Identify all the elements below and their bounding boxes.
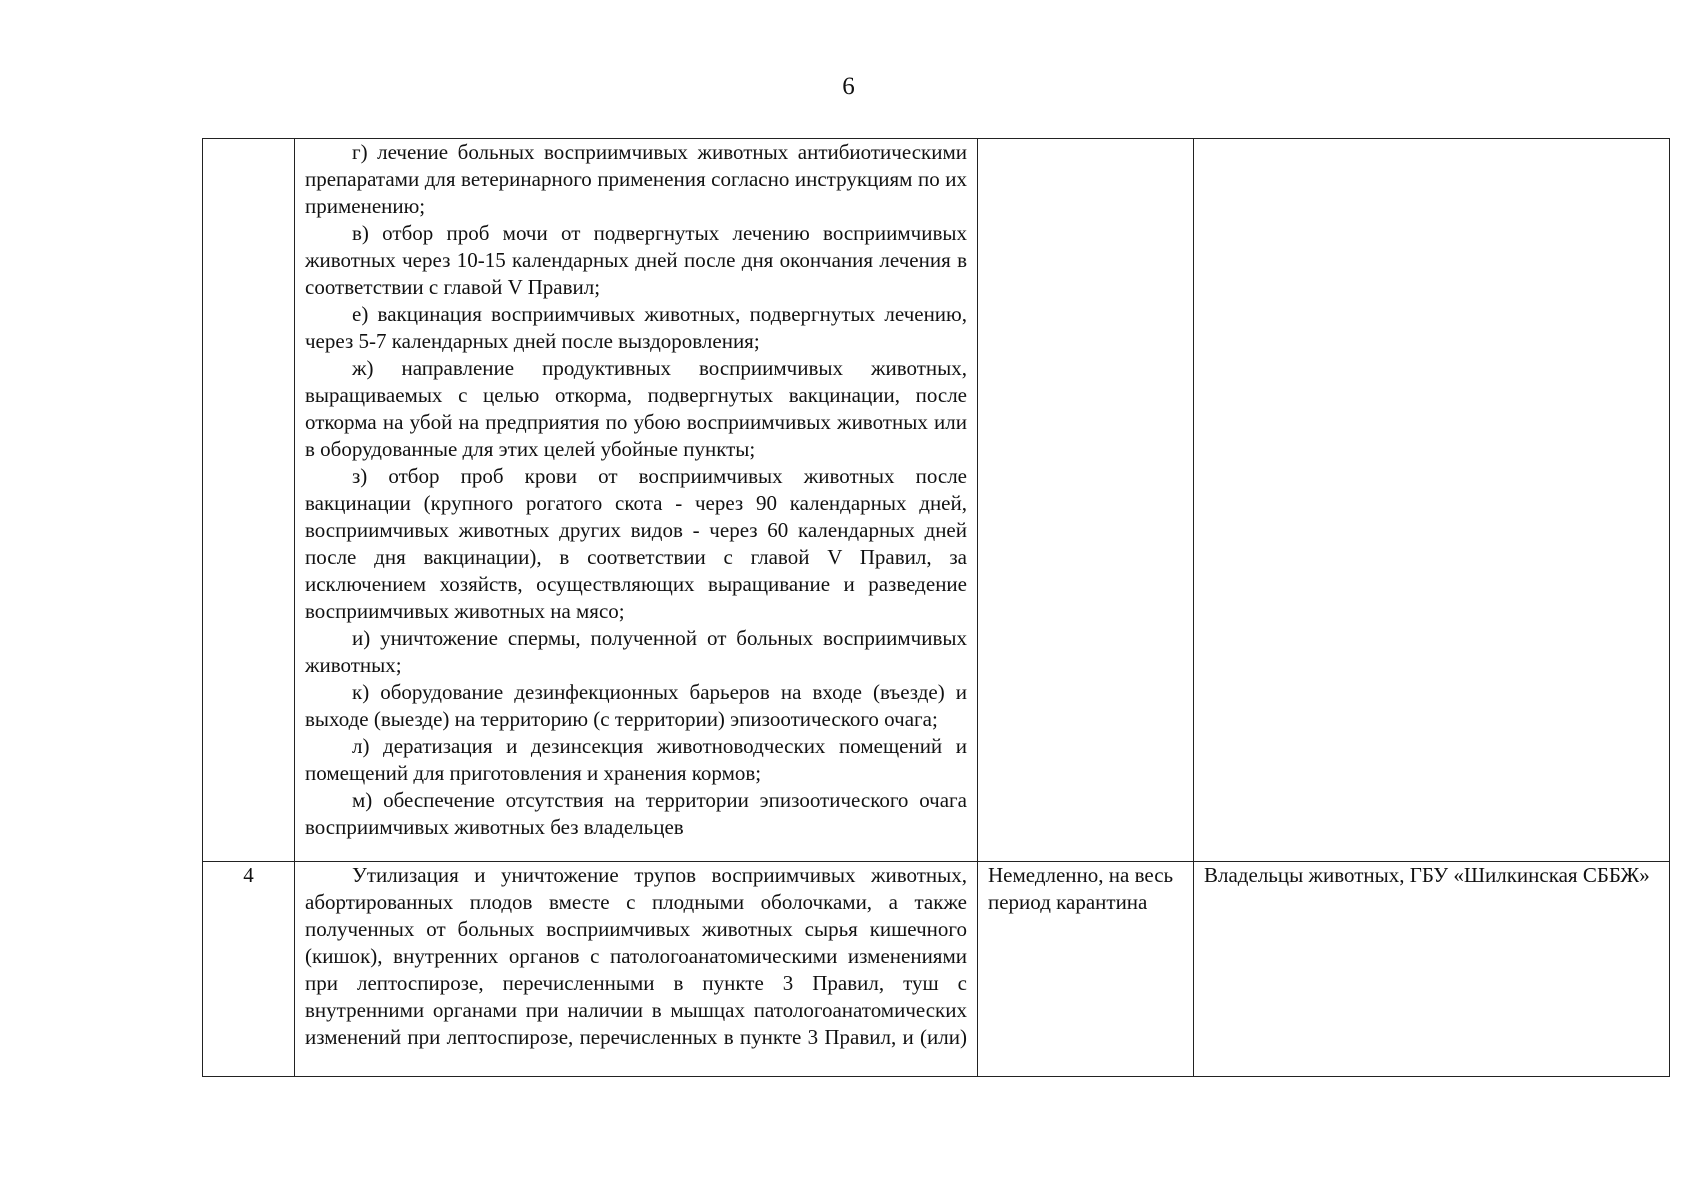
responsible-text: Владельцы животных, ГБУ «Шилкинская СББЖ»: [1204, 863, 1650, 887]
measure-paragraph: е) вакцинация восприимчивых животных, подвергнутых лечению, через 5-7 календарных дней после выздоровления;: [305, 302, 967, 353]
row-number-cell: 4: [203, 862, 295, 1077]
measure-text-cell: [295, 139, 978, 862]
measures-table: [202, 138, 1670, 1077]
responsible-cell: [1194, 139, 1670, 862]
measure-paragraph: в) отбор проб мочи от подвергнутых лечению восприимчивых животных через 10-15 календарных дней после дня окончания лечения в соответствии с главой V Правил;: [305, 221, 967, 299]
measure-paragraph: л) дератизация и дезинсекция животноводческих помещений и помещений для приготовления и хранения кормов;: [305, 734, 967, 785]
term-text: Немедленно, на весь период карантина: [988, 863, 1174, 914]
measure-paragraph: и) уничтожение спермы, полученной от больных восприимчивых животных;: [305, 626, 967, 677]
row-number-cell: [203, 139, 295, 862]
measure-paragraph: к) оборудование дезинфекционных барьеров на входе (въезде) и выходе (выезде) на территорию (с территории) эпизоотического очага;: [305, 680, 967, 731]
responsible-cell: [1194, 862, 1670, 1077]
measure-paragraph: Утилизация и уничтожение трупов восприимчивых животных, абортированных плодов вместе с плодными оболочками, а также полученных от больных восприимчивых животных сырья кишечного (кишок), внутренних органов с патологоанатомическими изменениями при лептоспирозе, перечисленными в пункте 3 Правил, туш с внутренними органами при наличии в мышцах патологоанатомических изменений при лептоспирозе, перечисленных в пункте 3 Правил, и (или): [305, 863, 967, 1049]
measure-paragraph: г) лечение больных восприимчивых животных антибиотическими препаратами для ветеринарного применения согласно инструкциям по их применению;: [305, 140, 967, 218]
table-row: [203, 139, 1670, 862]
term-cell: [978, 862, 1194, 1077]
measure-text-cell: [295, 862, 978, 1077]
measure-paragraph: м) обеспечение отсутствия на территории эпизоотического очага восприимчивых животных без владельцев: [305, 788, 967, 839]
term-cell: [978, 139, 1194, 862]
measure-paragraph: ж) направление продуктивных восприимчивых животных, выращиваемых с целью откорма, подвергнутых вакцинации, после откорма на убой на предприятия по убою восприимчивых животных или в оборудованные для этих целей убойные пункты;: [305, 356, 967, 461]
page-number: 6: [842, 73, 855, 100]
table-row: [203, 862, 1670, 1077]
measure-paragraph: з) отбор проб крови от восприимчивых животных после вакцинации (крупного рогатого скота - через 90 календарных дней, восприимчивых животных других видов - через 60 календарных дней после дня вакцинации), в соответствии с главой V Правил, за исключением хозяйств, осуществляющих выращивание и разведение восприимчивых животных на мясо;: [305, 464, 967, 623]
